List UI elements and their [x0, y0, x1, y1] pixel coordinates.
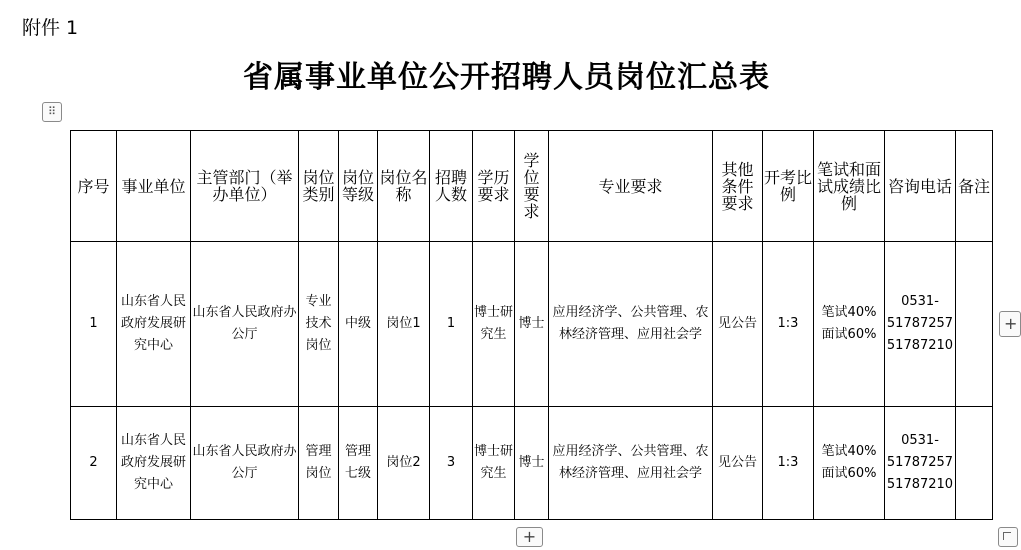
cell-count[interactable]: 1: [430, 242, 473, 407]
phone-line: 51787257: [886, 455, 954, 470]
header-position-name[interactable]: 岗位名称: [378, 131, 430, 242]
cell-major[interactable]: 应用经济学、公共管理、农林经济管理、应用社会学: [549, 242, 713, 407]
header-education[interactable]: 学历要求: [473, 131, 515, 242]
phone-line: 51787257: [886, 316, 954, 331]
cell-phone[interactable]: [885, 407, 956, 520]
cell-grade[interactable]: 管理七级: [339, 407, 378, 520]
cell-weight[interactable]: [814, 407, 885, 520]
cell-other[interactable]: 见公告: [713, 407, 763, 520]
cell-dept[interactable]: 山东省人民政府办公厅: [191, 242, 299, 407]
header-seq[interactable]: 序号: [71, 131, 117, 242]
cell-seq[interactable]: 1: [71, 242, 117, 407]
add-column-button[interactable]: +: [999, 311, 1021, 337]
cell-grade[interactable]: 中级: [339, 242, 378, 407]
cell-unit[interactable]: 山东省人民政府发展研究中心: [117, 407, 191, 520]
cell-degree[interactable]: 博士: [515, 407, 549, 520]
weight-interview: 面试60%: [821, 466, 877, 481]
header-note[interactable]: 备注: [956, 131, 993, 242]
header-grade[interactable]: 岗位等级: [339, 131, 378, 242]
cell-note[interactable]: [956, 407, 993, 520]
header-phone[interactable]: 咨询电话: [885, 131, 956, 242]
cell-weight[interactable]: [814, 242, 885, 407]
cell-degree[interactable]: 博士: [515, 242, 549, 407]
cell-education[interactable]: 博士研究生: [473, 242, 515, 407]
cell-ratio[interactable]: 1:3: [763, 407, 814, 520]
cell-seq[interactable]: 2: [71, 407, 117, 520]
cell-note[interactable]: [956, 242, 993, 407]
weight-written: 笔试40%: [821, 444, 877, 459]
header-ratio[interactable]: 开考比例: [763, 131, 814, 242]
weight-interview: 面试60%: [821, 327, 877, 342]
header-category[interactable]: 岗位类别: [299, 131, 339, 242]
phone-line: 0531-: [901, 294, 939, 309]
cell-phone[interactable]: [885, 242, 956, 407]
cell-education[interactable]: 博士研究生: [473, 407, 515, 520]
header-other[interactable]: 其他条件要求: [713, 131, 763, 242]
table-row: [71, 242, 993, 407]
cell-category[interactable]: 专业技术岗位: [299, 242, 339, 407]
cell-count[interactable]: 3: [430, 407, 473, 520]
header-unit[interactable]: 事业单位: [117, 131, 191, 242]
cell-position-name[interactable]: 岗位1: [378, 242, 430, 407]
phone-line: 51787210: [886, 477, 954, 492]
table-resize-icon[interactable]: [998, 527, 1018, 547]
attachment-label: 附件 1: [22, 17, 79, 39]
header-major[interactable]: 专业要求: [549, 131, 713, 242]
add-row-button[interactable]: +: [516, 527, 543, 547]
table-row: [71, 407, 993, 520]
phone-line: 0531-: [901, 433, 939, 448]
header-weight[interactable]: 笔试和面试成绩比例: [814, 131, 885, 242]
cell-ratio[interactable]: 1:3: [763, 242, 814, 407]
positions-table: [70, 130, 993, 520]
cell-dept[interactable]: 山东省人民政府办公厅: [191, 407, 299, 520]
header-degree[interactable]: 学位要求: [515, 131, 549, 242]
weight-written: 笔试40%: [821, 305, 877, 320]
cell-unit[interactable]: 山东省人民政府发展研究中心: [117, 242, 191, 407]
document-title: 省属事业单位公开招聘人员岗位汇总表: [243, 60, 770, 95]
table-move-handle-icon[interactable]: ⠿: [42, 102, 62, 122]
cell-major[interactable]: 应用经济学、公共管理、农林经济管理、应用社会学: [549, 407, 713, 520]
header-count[interactable]: 招聘人数: [430, 131, 473, 242]
phone-line: 51787210: [886, 338, 954, 353]
header-row: [71, 131, 993, 242]
cell-other[interactable]: 见公告: [713, 242, 763, 407]
header-dept[interactable]: 主管部门（举办单位）: [191, 131, 299, 242]
cell-category[interactable]: 管理岗位: [299, 407, 339, 520]
cell-position-name[interactable]: 岗位2: [378, 407, 430, 520]
